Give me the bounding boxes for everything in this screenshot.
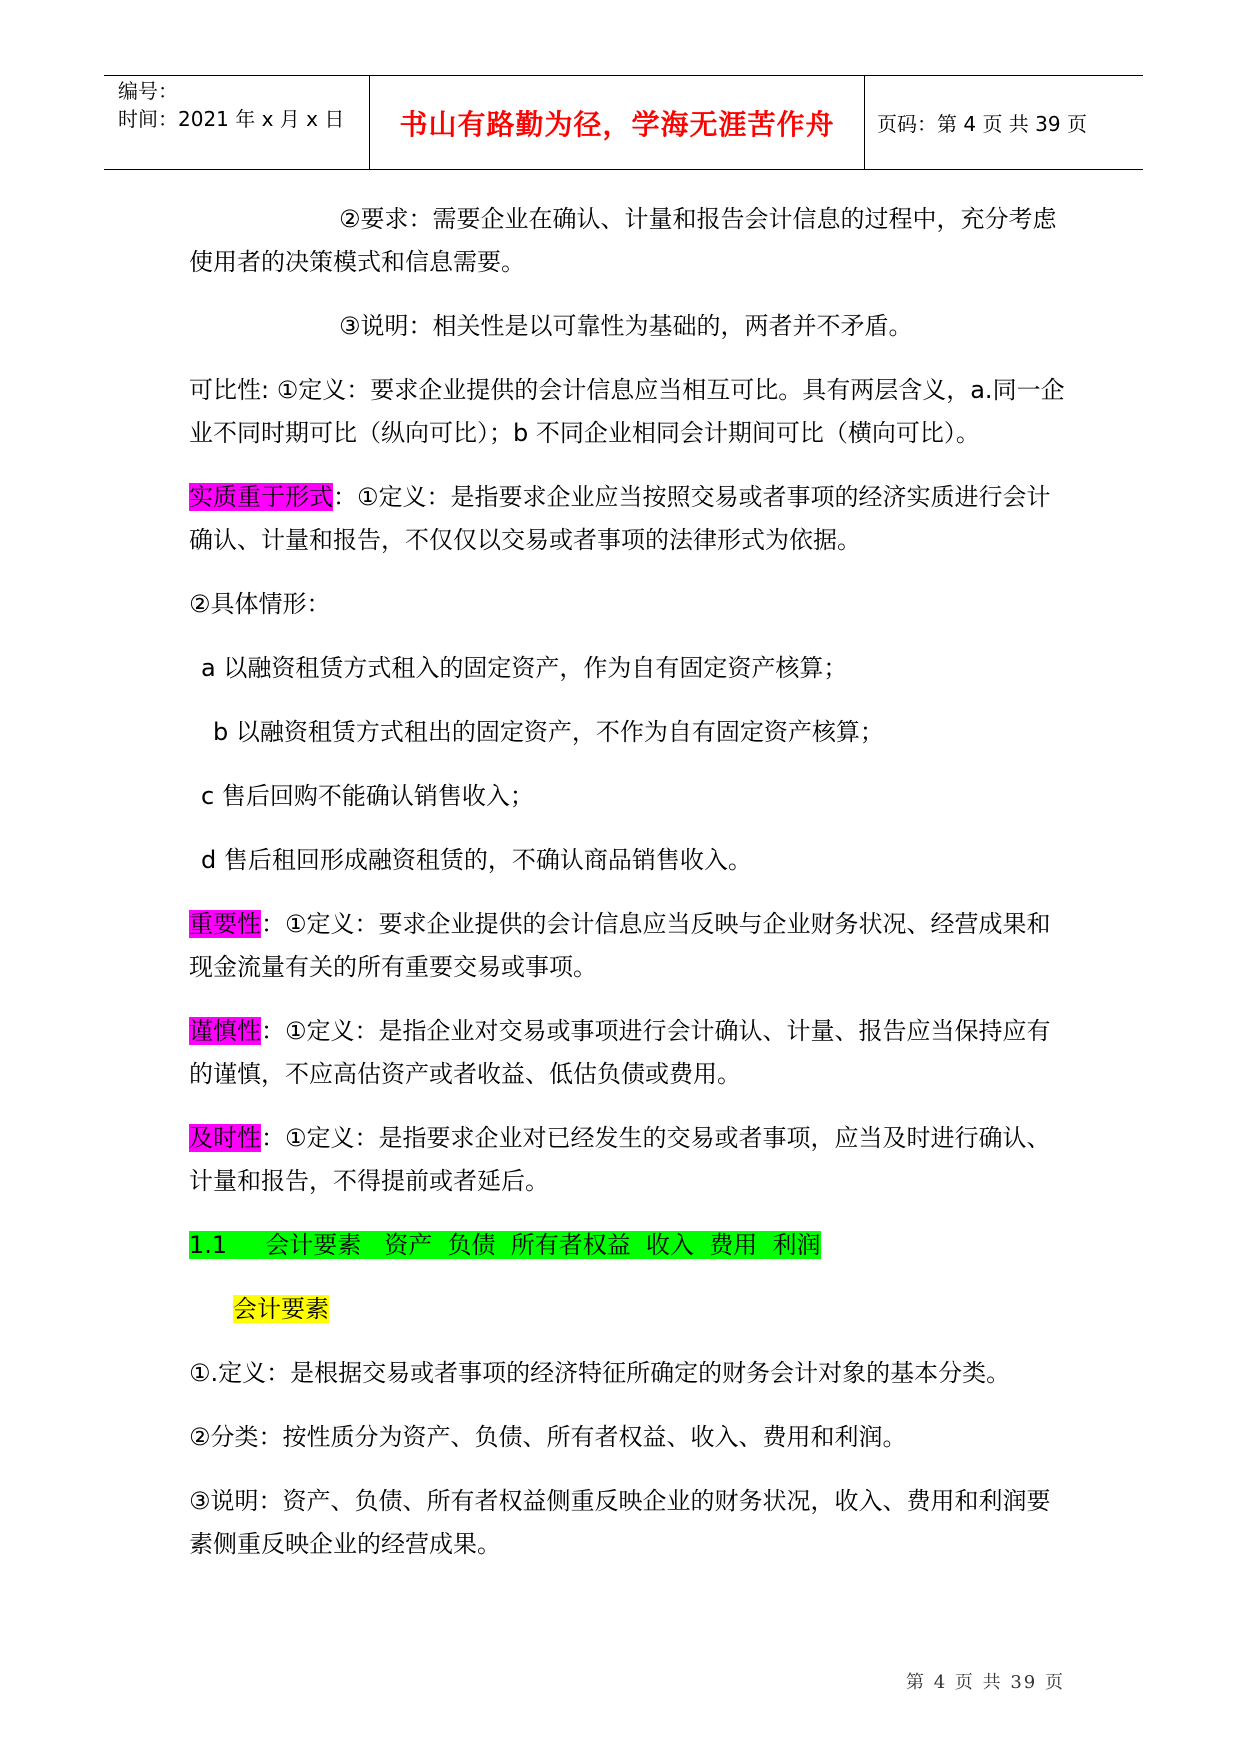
paragraph: ②具体情形： bbox=[189, 590, 331, 618]
subheading: 会计要素 bbox=[233, 1295, 329, 1323]
paragraph: 可比性: ①定义：要求企业提供的会计信息应当相互可比。具有两层含义，a.同一企业不同时期可比（纵向可比）；b 不同企业相同会计期间可比（横向可比）。 bbox=[189, 376, 1065, 447]
section-heading: 1.1 会计要素 资产 负债 所有者权益 收入 费用 利润 bbox=[189, 1231, 821, 1259]
paragraph: ①.定义：是根据交易或者事项的经济特征所确定的财务会计对象的基本分类。 bbox=[189, 1359, 1011, 1387]
term-definition: ：①定义：是指要求企业对已经发生的交易或者事项，应当及时进行确认、计量和报告，不得提前或者延后。 bbox=[189, 1124, 1051, 1195]
list-item: c 售后回购不能确认销售收入； bbox=[201, 782, 534, 810]
paragraph bbox=[189, 1010, 1069, 1096]
list-item: b 以融资租赁方式租出的固定资产，不作为自有固定资产核算； bbox=[213, 718, 884, 746]
document-date: 时间：2021 年 x 月 x 日 bbox=[118, 107, 345, 131]
list-item: d 售后租回形成融资租赁的，不确认商品销售收入。 bbox=[201, 846, 752, 874]
page-header bbox=[104, 75, 1143, 170]
section-heading-line bbox=[189, 1224, 1069, 1267]
header-page-number: 页码：第 4 页 共 39 页 bbox=[877, 112, 1087, 136]
paragraph bbox=[189, 1117, 1069, 1203]
paragraph bbox=[189, 476, 1069, 562]
subheading-line bbox=[189, 1288, 1069, 1331]
highlighted-term: 实质重于形式 bbox=[189, 483, 333, 511]
term-definition: ：①定义：要求企业提供的会计信息应当反映与企业财务状况、经营成果和现金流量有关的所有重要交易或事项。 bbox=[189, 910, 1051, 981]
header-meta bbox=[104, 76, 370, 169]
paragraph: ③说明：相关性是以可靠性为基础的，两者并不矛盾。 bbox=[339, 312, 913, 340]
highlighted-term: 谨慎性 bbox=[189, 1017, 261, 1045]
document-number-label: 编号： bbox=[118, 79, 178, 103]
term-definition: ：①定义：是指企业对交易或事项进行会计确认、计量、报告应当保持应有的谨慎，不应高估资产或者收益、低估负债或费用。 bbox=[189, 1017, 1051, 1088]
highlighted-term: 及时性 bbox=[189, 1124, 261, 1152]
paragraph: ②分类：按性质分为资产、负债、所有者权益、收入、费用和利润。 bbox=[189, 1423, 907, 1451]
paragraph bbox=[189, 903, 1069, 989]
paragraph: ②要求：需要企业在确认、计量和报告会计信息的过程中，充分考虑使用者的决策模式和信息需要。 bbox=[189, 205, 1057, 276]
document-body bbox=[189, 198, 1069, 1587]
term-definition: ：①定义：是指要求企业应当按照交易或者事项的经济实质进行会计确认、计量和报告，不仅仅以交易或者事项的法律形式为依据。 bbox=[189, 483, 1051, 554]
header-motto: 书山有路勤为径，学海无涯苦作舟 bbox=[370, 76, 865, 169]
list-item: a 以融资租赁方式租入的固定资产，作为自有固定资产核算； bbox=[201, 654, 848, 682]
page-footer: 第 4 页 共 39 页 bbox=[906, 1672, 1065, 1693]
highlighted-term: 重要性 bbox=[189, 910, 261, 938]
paragraph: ③说明：资产、负债、所有者权益侧重反映企业的财务状况，收入、费用和利润要素侧重反映企业的经营成果。 bbox=[189, 1487, 1051, 1558]
